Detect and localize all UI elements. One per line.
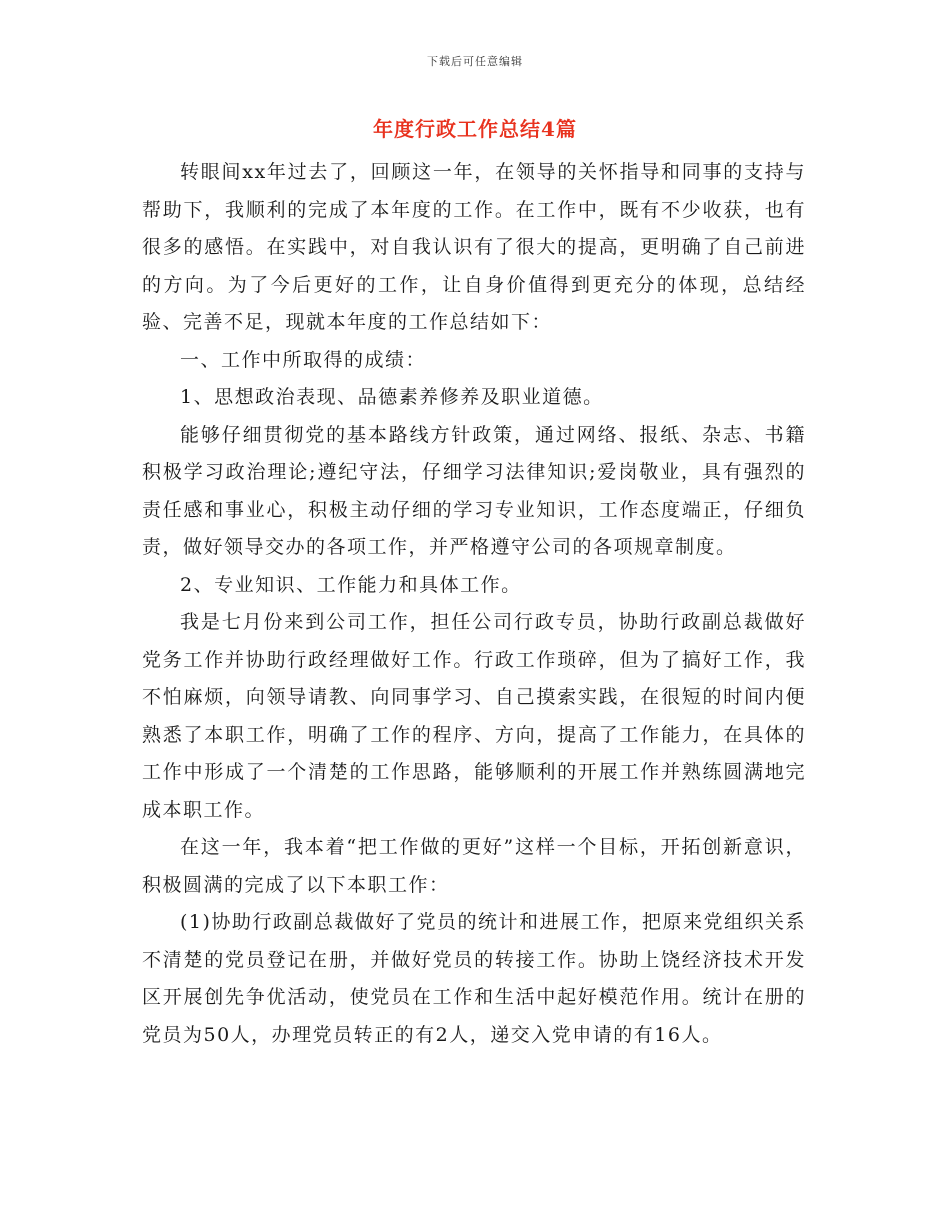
header-note: 下载后可任意编辑 xyxy=(427,55,523,68)
paragraph-section-heading-1: 一、工作中所取得的成绩： xyxy=(180,348,427,371)
paragraph-subheading-2: 2、专业知识、工作能力和具体工作。 xyxy=(180,573,522,596)
paragraph-goal: 在这一年，我本着“把工作做的更好”这样一个目标，开拓创新意识，积极圆满的完成了以下本职工作： xyxy=(142,836,806,896)
paragraph-work-experience: 我是七月份来到公司工作，担任公司行政专员，协助行政副总裁做好党务工作并协助行政经理做好工作。行政工作琐碎，但为了搞好工作，我不怕麻烦，向领导请教、向同事学习、自己摸索实践，在很短的时间内便熟悉了本职工作，明确了工作的程序、方向，提高了工作能力，在具体的工作中形成了一个清楚的工作思路，能够顺利的开展工作并熟练圆满地完成本职工作。 xyxy=(142,611,806,821)
document-body xyxy=(142,154,806,1054)
paragraph-subheading-1: 1、思想政治表现、品德素养修养及职业道德。 xyxy=(180,386,604,408)
paragraph-item-1: (1)协助行政副总裁做好了党员的统计和进展工作，把原来党组织关系不清楚的党员登记在册，并做好党员的转接工作。协助上饶经济技术开发区开展创先争优活动，使党员在工作和生活中起好模范作用。统计在册的党员为50人，办理党员转正的有2人，递交入党申请的有16人。 xyxy=(142,911,806,1046)
paragraph-intro: 转眼间xx年过去了，回顾这一年，在领导的关怀指导和同事的支持与帮助下，我顺利的完成了本年度的工作。在工作中，既有不少收获，也有很多的感悟。在实践中，对自我认识有了很大的提高，更明确了自己前进的方向。为了今后更好的工作，让自身价值得到更充分的体现，总结经验、完善不足，现就本年度的工作总结如下： xyxy=(142,161,806,333)
document-title: 年度行政工作总结4篇 xyxy=(373,117,577,141)
paragraph-political-conduct: 能够仔细贯彻党的基本路线方针政策，通过网络、报纸、杂志、书籍积极学习政治理论;遵纪守法，仔细学习法律知识;爱岗敬业，具有强烈的责任感和事业心，积极主动仔细的学习专业知识，工作态度端正，仔细负责，做好领导交办的各项工作，并严格遵守公司的各项规章制度。 xyxy=(142,423,806,558)
